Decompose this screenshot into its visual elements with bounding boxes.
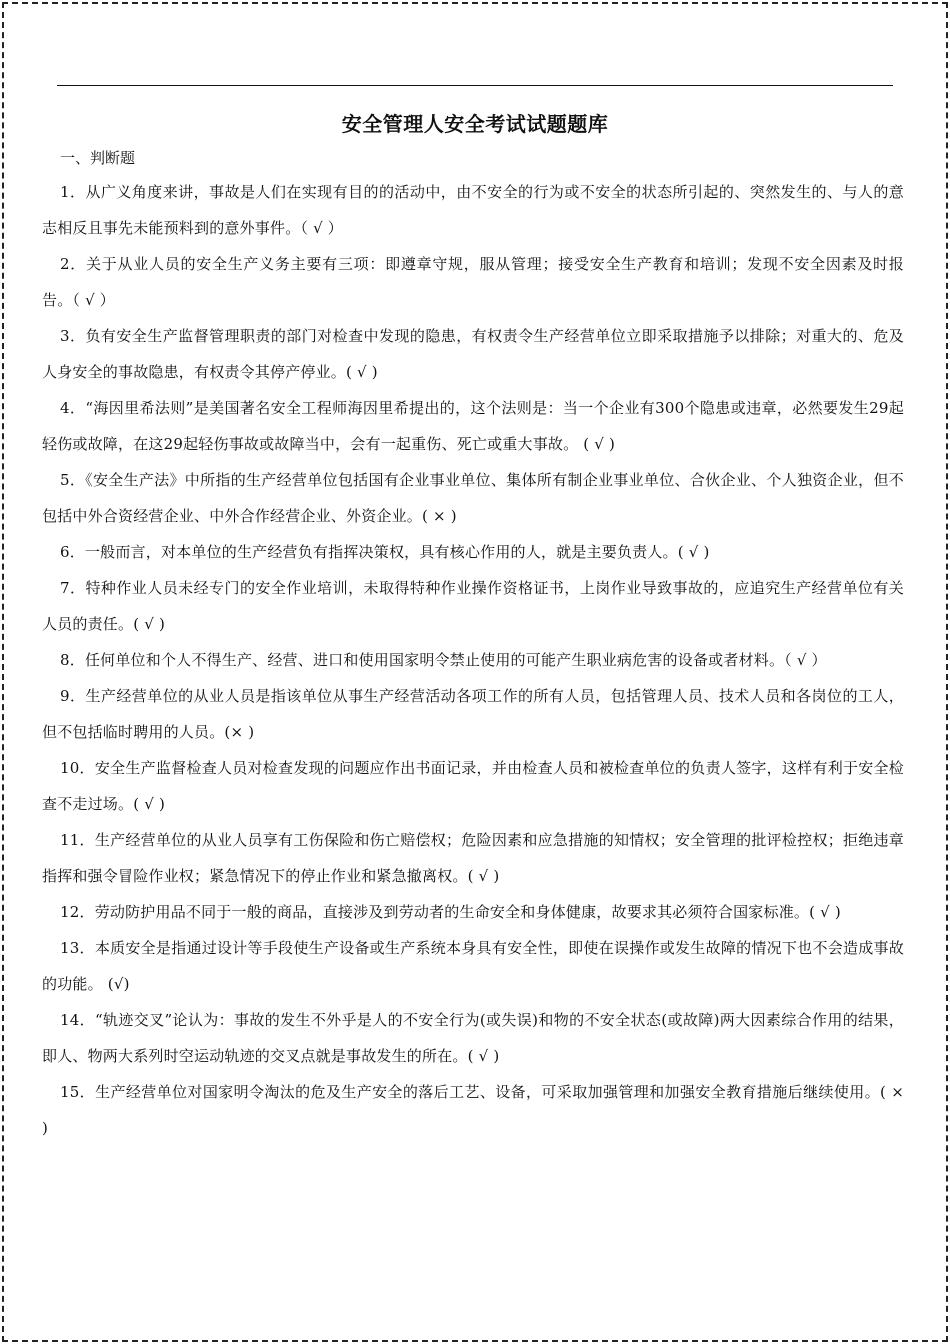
question-item (42, 750, 904, 822)
question-number: 13． (60, 939, 95, 957)
question-text: 关于从业人员的安全生产义务主要有三项：即遵章守规，服从管理；接受安全生产教育和培训；发现不安全因素及时报告。（ √ ） (42, 255, 904, 309)
question-number: 8． (60, 651, 85, 669)
question-item (42, 390, 904, 462)
question-item (42, 1074, 904, 1146)
question-item (42, 174, 904, 246)
question-text: 任何单位和个人不得生产、经营、进口和使用国家明令禁止使用的可能产生职业病危害的设备或者材料。（ √ ） (84, 651, 827, 669)
document-body (42, 148, 904, 1146)
question-text: 负有安全生产监督管理职责的部门对检查中发现的隐患，有权责令生产经营单位立即采取措施予以排除；对重大的、危及人身安全的事故隐患，有权责令其停产停业。( √ ) (42, 327, 904, 381)
question-number: 4． (60, 399, 86, 417)
question-text: 生产经营单位的从业人员是指该单位从事生产经营活动各项工作的所有人员，包括管理人员、技术人员和各岗位的工人，但不包括临时聘用的人员。(× ) (42, 687, 904, 741)
question-text: 特种作业人员未经专门的安全作业培训，未取得特种作业操作资格证书，上岗作业导致事故的，应追究生产经营单位有关人员的责任。( √ ) (42, 579, 904, 633)
question-item (42, 246, 904, 318)
question-text: 生产经营单位对国家明令淘汰的危及生产安全的落后工艺、设备，可采取加强管理和加强安全教育措施后继续使用。( × ) (42, 1083, 905, 1137)
section-heading: 一、判断题 (60, 149, 136, 167)
question-number: 2． (60, 255, 87, 273)
question-text: 生产经营单位的从业人员享有工伤保险和伤亡赔偿权；危险因素和应急措施的知情权；安全管理的批评检控权；拒绝违章指挥和强令冒险作业权；紧急情况下的停止作业和紧急撤离权。( √ ) (42, 831, 904, 885)
question-item (42, 642, 904, 678)
question-text: “轨迹交叉”论认为：事故的发生不外乎是人的不安全行为(或失误)和物的不安全状态(或故障)两大因素综合作用的结果，即人、物两大系列时空运动轨迹的交叉点就是事故发生的所在。( √ ) (42, 1011, 904, 1065)
question-text: 一般而言，对本单位的生产经营负有指挥决策权，具有核心作用的人，就是主要负责人。( √ ) (84, 543, 710, 561)
question-item (42, 462, 904, 534)
question-item (42, 678, 904, 750)
question-item (42, 894, 904, 930)
question-item (42, 570, 904, 642)
question-number: 14． (60, 1011, 96, 1029)
question-number: 7． (60, 579, 86, 597)
document-title: 安全管理人安全考试试题题库 (341, 112, 609, 136)
question-text: “海因里希法则”是美国著名安全工程师海因里希提出的，这个法则是：当一个企业有300个隐患或违章，必然要发生29起轻伤或故障，在这29起轻伤事故或故障当中，会有一起重伤、死亡或重大事故。 ( √ ) (42, 399, 904, 453)
question-item (42, 534, 904, 570)
question-text: 《安全生产法》中所指的生产经营单位包括国有企业事业单位、集体所有制企业事业单位、合伙企业、个人独资企业，但不包括中外合资经营企业、中外合作经营企业、外资企业。( × ) (42, 471, 904, 525)
question-text: 安全生产监督检查人员对检查发现的问题应作出书面记录，并由检查人员和被检查单位的负责人签字，这样有利于安全检查不走过场。( √ ) (42, 759, 904, 813)
question-text: 劳动防护用品不同于一般的商品，直接涉及到劳动者的生命安全和身体健康，故要求其必须符合国家标准。( √ ) (94, 903, 841, 921)
question-list (42, 174, 904, 1146)
question-item (42, 822, 904, 894)
question-number: 9． (60, 687, 86, 705)
question-number: 15． (60, 1083, 96, 1101)
question-number: 6． (60, 543, 85, 561)
question-number: 5． (60, 471, 86, 489)
header-rule (57, 85, 893, 86)
question-number: 12． (60, 903, 95, 921)
question-number: 3． (60, 327, 86, 345)
question-item (42, 1002, 904, 1074)
question-number: 1． (60, 183, 86, 201)
question-item (42, 930, 904, 1002)
question-number: 11． (60, 831, 95, 849)
question-number: 10． (60, 759, 95, 777)
question-text: 从广义角度来讲，事故是人们在实现有目的的活动中，由不安全的行为或不安全的状态所引起的、突然发生的、与人的意志相反且事先未能预料到的意外事件。（ √ ） (42, 183, 904, 237)
question-item (42, 318, 904, 390)
question-text: 本质安全是指通过设计等手段使生产设备或生产系统本身具有安全性，即使在误操作或发生故障的情况下也不会造成事故的功能。 (√) (42, 939, 904, 993)
